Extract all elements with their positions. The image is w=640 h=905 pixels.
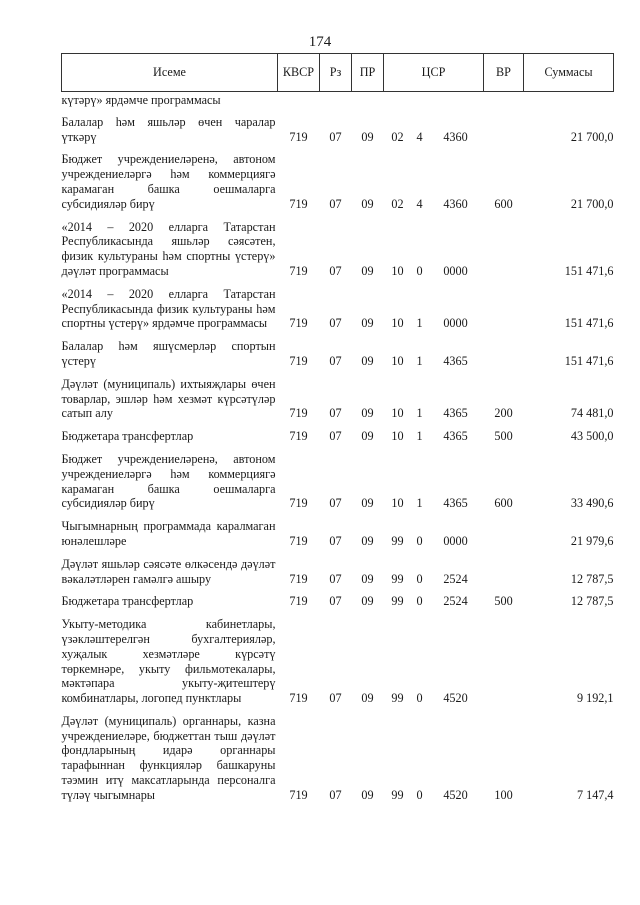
row-pr: 09	[361, 691, 374, 706]
row-csr-code: 0000	[443, 263, 468, 278]
row-sum: 43 500,0	[570, 429, 614, 444]
row-csr-code: 4365	[443, 429, 468, 444]
table-row	[62, 283, 614, 335]
row-kvsr: 719	[289, 594, 308, 609]
row-kvsr: 719	[289, 533, 308, 548]
table-row	[62, 148, 614, 215]
table-row	[62, 373, 614, 425]
row-rz: 07	[329, 316, 342, 331]
row-vr: 100	[494, 787, 513, 802]
row-csr-program: 10	[391, 316, 404, 331]
row-kvsr: 719	[289, 571, 308, 586]
row-csr-program: 10	[391, 406, 404, 421]
row-sum: 7 147,4	[576, 787, 614, 802]
table-header	[62, 54, 614, 92]
table-row	[62, 425, 614, 448]
header-kvsr: КВСР	[278, 54, 320, 92]
header-vr: ВР	[484, 54, 524, 92]
row-name: Бюджет учреждениеләренә, автоном учреждениеләргә һәм коммерциягә карамаган башка оешмаларга субсидияләр бирү	[61, 451, 276, 511]
row-vr	[484, 111, 524, 149]
row-csr-program: 99	[391, 533, 404, 548]
row-csr-subprogram: 0	[416, 691, 423, 706]
row-csr-code: 4360	[443, 129, 468, 144]
row-csr-subprogram: 4	[416, 129, 423, 144]
row-rz: 07	[329, 787, 342, 802]
row-vr	[484, 515, 524, 553]
row-vr: 600	[494, 496, 513, 511]
row-sum: 74 481,0	[570, 406, 614, 421]
row-rz: 07	[329, 263, 342, 278]
row-vr	[484, 216, 524, 283]
row-csr-program: 10	[391, 353, 404, 368]
table-row	[62, 448, 614, 515]
row-kvsr: 719	[289, 263, 308, 278]
row-sum: 9 192,1	[576, 691, 614, 706]
row-csr-subprogram: 1	[416, 353, 423, 368]
row-pr: 09	[361, 406, 374, 421]
row-kvsr: 719	[289, 787, 308, 802]
row-name: Бюджет учреждениеләренә, автоном учреждениеләргә һәм коммерциягә карамаган башка оешмаларга субсидияләр бирү	[61, 152, 276, 211]
row-kvsr: 719	[289, 691, 308, 706]
row-vr: 200	[494, 406, 513, 421]
row-csr-program: 10	[391, 429, 404, 444]
row-rz: 07	[329, 353, 342, 368]
row-pr: 09	[361, 129, 374, 144]
row-rz: 07	[329, 496, 342, 511]
table-row	[62, 590, 614, 613]
row-name: Бюджетара трансфертлар	[61, 594, 194, 609]
row-name: «2014 – 2020 елларга Татарстан Республикасында яшьләр сәясәтен, физик культураны һәм спортны үстерү» дәүләт программасы	[61, 219, 276, 278]
row-pr: 09	[361, 571, 374, 586]
row-csr-code: 4360	[443, 196, 468, 211]
table-row	[62, 710, 614, 807]
row-kvsr: 719	[289, 316, 308, 331]
row-csr-code: 4520	[443, 787, 468, 802]
row-name: Дәүләт (муниципаль) ихтыяҗлары өчен товарлар, эшләр һәм хезмәт күрсәтүләр сатып алу	[61, 376, 276, 421]
continuation-text: күтәрү» ярдәмче программасы	[61, 93, 221, 107]
row-sum: 33 490,6	[570, 496, 614, 511]
row-csr-code: 0000	[443, 533, 468, 548]
row-csr-code: 2524	[443, 594, 468, 609]
row-pr: 09	[361, 353, 374, 368]
table-row	[62, 111, 614, 149]
row-name: Чыгымнарның программада каралмаган юнәлешләре	[61, 519, 276, 548]
header-pr: ПР	[352, 54, 384, 92]
row-csr-subprogram: 1	[416, 429, 423, 444]
row-rz: 07	[329, 429, 342, 444]
row-vr	[484, 335, 524, 373]
row-pr: 09	[361, 429, 374, 444]
row-csr-subprogram: 0	[416, 594, 423, 609]
row-csr-program: 10	[391, 263, 404, 278]
row-name: Балалар һәм яшьләр өчен чаралар үткәрү	[61, 114, 276, 144]
row-csr-subprogram: 0	[416, 533, 423, 548]
row-vr	[484, 613, 524, 710]
row-sum: 21 700,0	[570, 129, 614, 144]
header-sum: Суммасы	[524, 54, 614, 92]
row-rz: 07	[329, 571, 342, 586]
row-csr-subprogram: 4	[416, 196, 423, 211]
header-rz: Рз	[320, 54, 352, 92]
row-kvsr: 719	[289, 496, 308, 511]
row-vr: 500	[494, 594, 513, 609]
row-name: «2014 – 2020 елларга Татарстан Республикасында физик культураны һәм спортны үстерү» ярдәмче программасы	[61, 286, 276, 331]
row-csr-code: 4520	[443, 691, 468, 706]
row-sum: 12 787,5	[570, 594, 614, 609]
row-pr: 09	[361, 594, 374, 609]
row-rz: 07	[329, 129, 342, 144]
row-rz: 07	[329, 691, 342, 706]
row-pr: 09	[361, 196, 374, 211]
row-csr-program: 02	[391, 129, 404, 144]
table-row	[62, 613, 614, 710]
row-csr-subprogram: 0	[416, 263, 423, 278]
row-vr	[484, 553, 524, 591]
row-kvsr: 719	[289, 429, 308, 444]
row-kvsr: 719	[289, 406, 308, 421]
row-pr: 09	[361, 263, 374, 278]
row-vr: 600	[494, 196, 513, 211]
table-row	[62, 553, 614, 591]
row-rz: 07	[329, 196, 342, 211]
row-vr: 500	[494, 429, 513, 444]
row-csr-program: 99	[391, 691, 404, 706]
row-kvsr: 719	[289, 196, 308, 211]
header-csr: ЦСР	[384, 54, 484, 92]
row-sum: 151 471,6	[564, 263, 614, 278]
row-sum: 21 700,0	[570, 196, 614, 211]
row-csr-subprogram: 0	[416, 571, 423, 586]
row-pr: 09	[361, 316, 374, 331]
row-name: Дәүләт яшьләр сәясәте өлкәсендә дәүләт вәкаләтләрен гамәлгә ашыру	[61, 556, 276, 586]
row-csr-program: 99	[391, 571, 404, 586]
row-sum: 151 471,6	[564, 316, 614, 331]
row-sum: 21 979,6	[570, 533, 614, 548]
row-name: Дәүләт (муниципаль) органнары, казна учреждениеләре, бюджеттан тыш дәүләт фондларының идарә органнары тарафыннан функцияләр башкаруны тәэмин итү максатларында персоналга түләү чыгымнары	[61, 713, 276, 802]
row-sum: 12 787,5	[570, 571, 614, 586]
row-pr: 09	[361, 787, 374, 802]
table-row	[62, 335, 614, 373]
page-number: 174	[308, 34, 332, 50]
row-sum: 151 471,6	[564, 353, 614, 368]
header-name: Исеме	[62, 54, 278, 92]
row-rz: 07	[329, 533, 342, 548]
row-csr-subprogram: 0	[416, 787, 423, 802]
table-row	[62, 515, 614, 553]
row-csr-program: 02	[391, 196, 404, 211]
row-csr-code: 4365	[443, 496, 468, 511]
row-csr-program: 10	[391, 496, 404, 511]
row-pr: 09	[361, 496, 374, 511]
row-rz: 07	[329, 406, 342, 421]
row-csr-subprogram: 1	[416, 406, 423, 421]
row-csr-code: 4365	[443, 406, 468, 421]
row-rz: 07	[329, 594, 342, 609]
table-row	[62, 216, 614, 283]
continuation-row	[62, 92, 614, 111]
table-body	[62, 92, 614, 807]
row-csr-subprogram: 1	[416, 496, 423, 511]
row-name: Бюджетара трансфертлар	[61, 429, 194, 444]
row-csr-program: 99	[391, 787, 404, 802]
row-csr-program: 99	[391, 594, 404, 609]
row-name: Укыту-методика кабинетлары, үзәкләштерелгән бухгалтерияләр, хуҗалык хезмәтләре күрсәтү төркемнәре, укыту фильмотекалары, мәктәпара укыту-җитештерү комбинатлары, логопед пунктлары	[61, 617, 276, 706]
row-name: Балалар һәм яшүсмерләр спортын үстерү	[61, 339, 276, 368]
row-csr-code: 2524	[443, 571, 468, 586]
row-csr-subprogram: 1	[416, 316, 423, 331]
row-kvsr: 719	[289, 129, 308, 144]
row-csr-code: 4365	[443, 353, 468, 368]
row-csr-code: 0000	[443, 316, 468, 331]
row-pr: 09	[361, 533, 374, 548]
row-kvsr: 719	[289, 353, 308, 368]
budget-table	[61, 53, 614, 807]
row-vr	[484, 283, 524, 335]
